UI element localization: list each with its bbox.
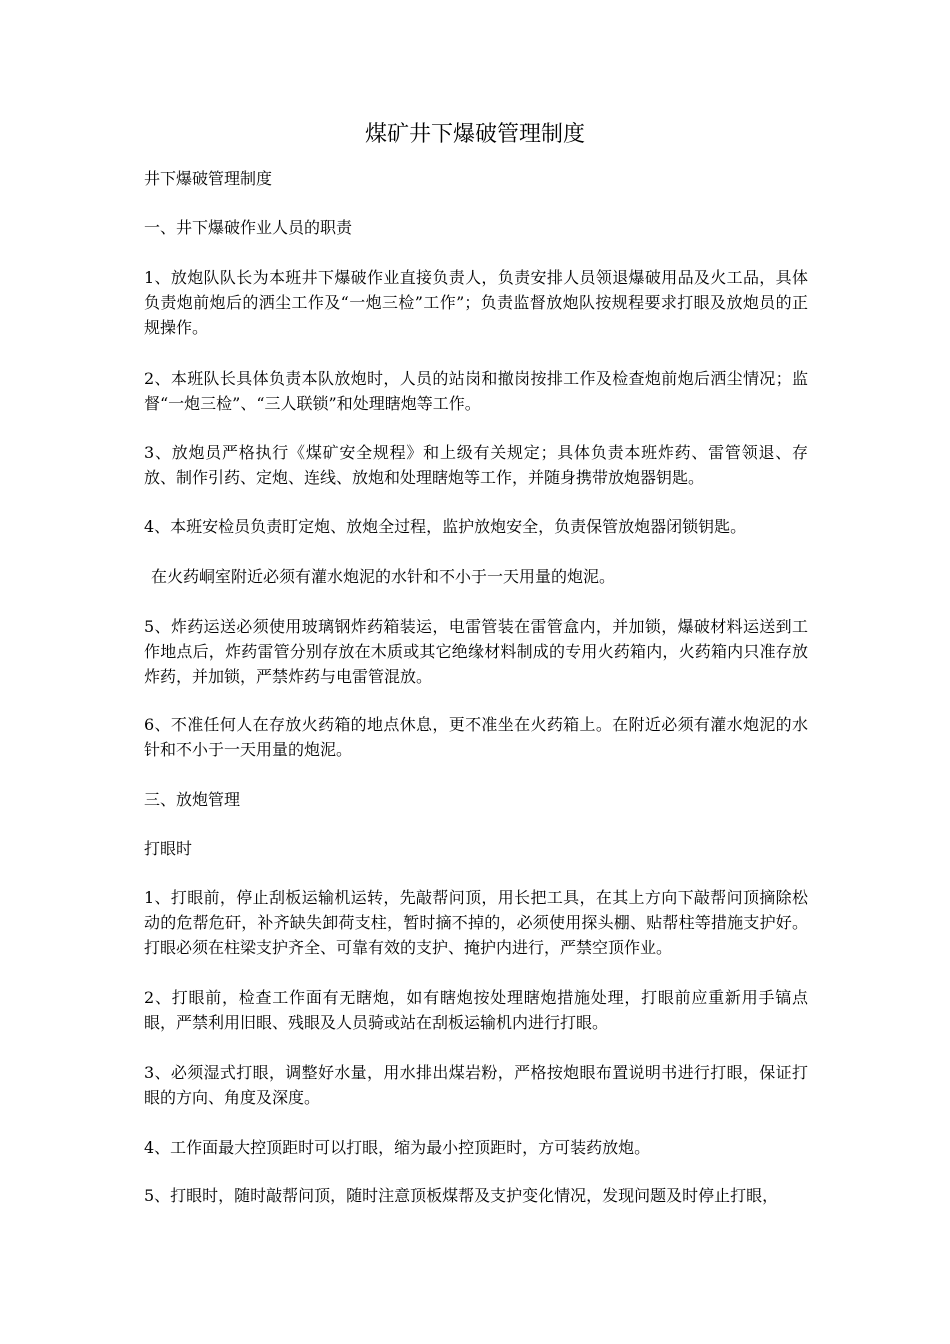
paragraph-5: 5、炸药运送必须使用玻璃钢炸药箱装运，电雷管装在雷管盒内，并加锁，爆破材料运送到工作地点后，炸药雷管分别存放在木质或其它绝缘材料制成的专用火药箱内，火药箱内只准存放炸药，并加锁，严禁炸药与电雷管混放。 — [144, 617, 808, 686]
drilling-paragraph-4: 4、工作面最大控顶距时可以打眼，缩为最小控顶距时，方可装药放炮。 — [144, 1138, 651, 1157]
subtitle-paragraph: 井下爆破管理制度 — [144, 169, 273, 188]
document-title: 煤矿井下爆破管理制度 — [364, 122, 585, 147]
section-heading-responsibilities: 一、井下爆破作业人员的职责 — [144, 218, 353, 237]
paragraph-1: 1、放炮队队长为本班井下爆破作业直接负责人，负责安排人员领退爆破用品及火工品，具体负责炮前炮后的洒尘工作及“一炮三检”工作”；负责监督放炮队按规程要求打眼及放炮员的正规操作。 — [144, 268, 808, 337]
paragraph-6: 6、不准任何人在存放火药箱的地点休息，更不准坐在火药箱上。在附近必须有灌水炮泥的水针和不小于一天用量的炮泥。 — [144, 715, 808, 759]
drilling-paragraph-2: 2、打眼前，检查工作面有无瞎炮，如有瞎炮按处理瞎炮措施处理，打眼前应重新用手镐点眼，严禁利用旧眼、残眼及人员骑或站在刮板运输机内进行打眼。 — [144, 988, 808, 1032]
paragraph-storage-note: 在火药峒室附近必须有灌水炮泥的水针和不小于一天用量的炮泥。 — [151, 567, 616, 586]
paragraph-3: 3、放炮员严格执行《煤矿安全规程》和上级有关规定；具体负责本班炸药、雷管领退、存放、制作引药、定炮、连线、放炮和处理瞎炮等工作，并随身携带放炮器钥匙。 — [144, 443, 808, 487]
drilling-paragraph-1: 1、打眼前，停止刮板运输机运转，先敲帮问顶，用长把工具，在其上方向下敲帮问顶摘除松动的危帮危矸，补齐缺失卸荷支柱，暂时摘不掉的，必须使用探头棚、贴帮柱等措施支护好。打眼必须在柱梁支护齐全、可靠有效的支护、掩护内进行，严禁空顶作业。 — [144, 888, 808, 957]
subheading-drilling: 打眼时 — [144, 839, 193, 858]
section-heading-blasting: 三、放炮管理 — [144, 790, 241, 809]
drilling-paragraph-3: 3、必须湿式打眼，调整好水量，用水排出煤岩粉，严格按炮眼布置说明书进行打眼，保证打眼的方向、角度及深度。 — [144, 1063, 808, 1107]
paragraph-2: 2、本班队长具体负责本队放炮时，人员的站岗和撤岗按排工作及检查炮前炮后洒尘情况；监督“一炮三检”、“三人联锁”和处理瞎炮等工作。 — [144, 369, 808, 413]
paragraph-4: 4、本班安检员负责盯定炮、放炮全过程，监护放炮安全，负责保管放炮器闭锁钥匙。 — [144, 517, 747, 536]
drilling-paragraph-5: 5、打眼时，随时敲帮问顶，随时注意顶板煤帮及支护变化情况，发现问题及时停止打眼， — [144, 1186, 779, 1205]
